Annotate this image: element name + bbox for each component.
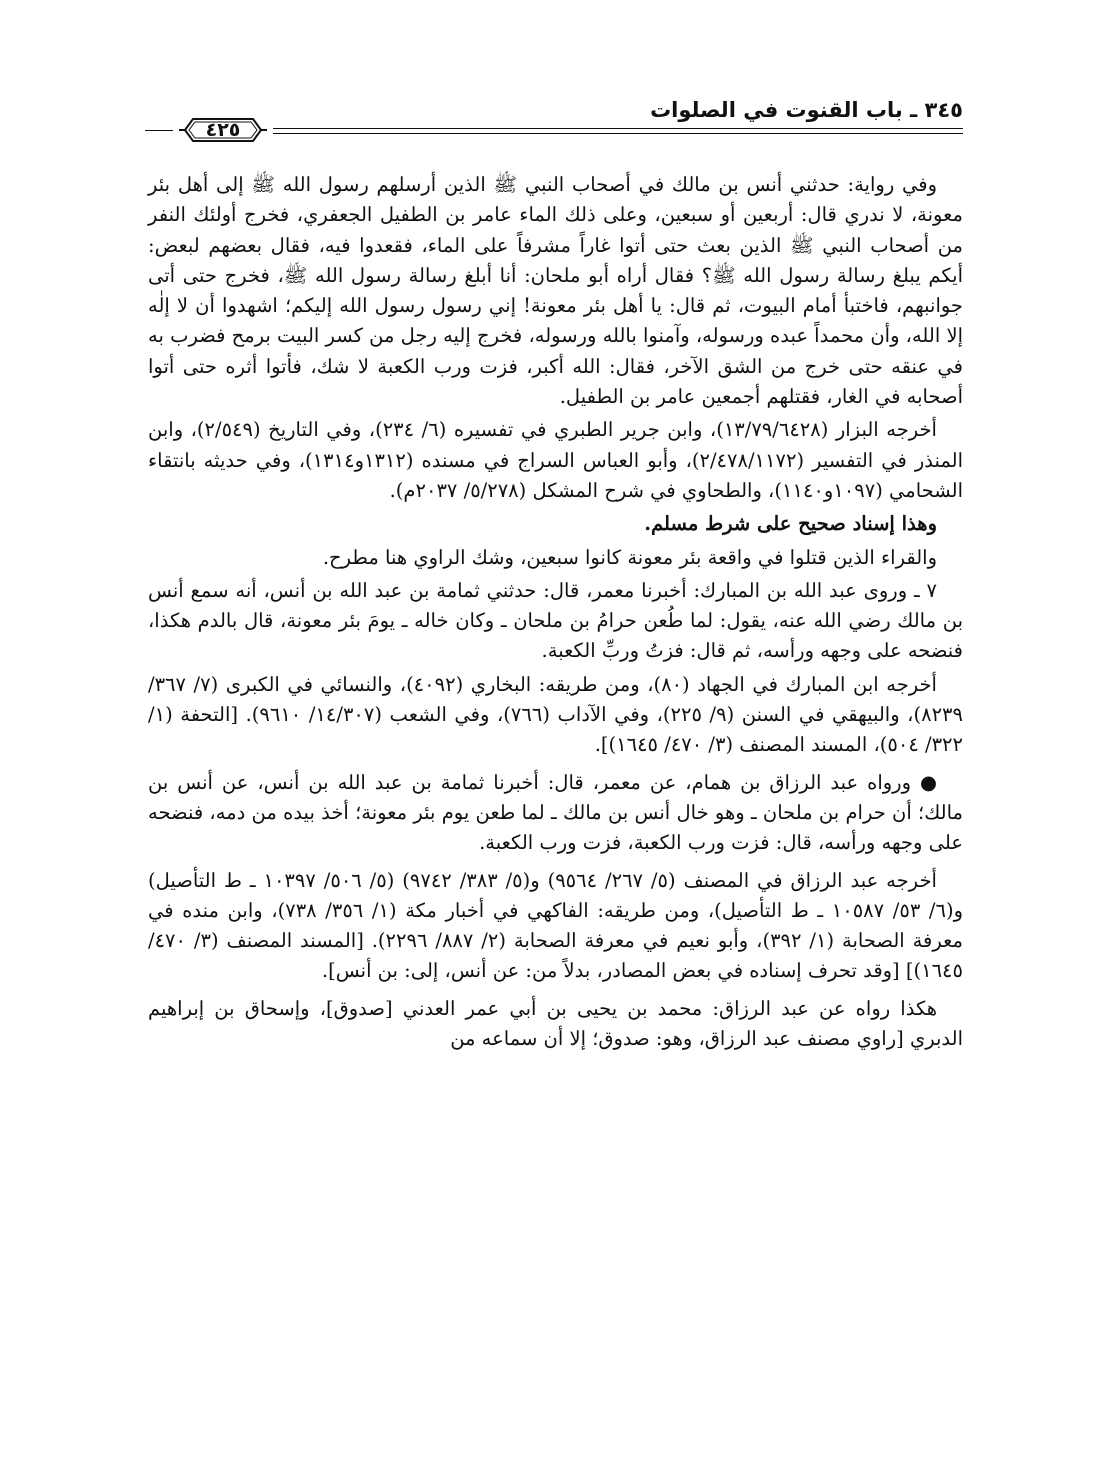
paragraph-takhrij-3: أخرجه عبد الرزاق في المصنف (٥/ ٢٦٧/ ٩٥٦٤) و(٥/ ٣٨٣/ ٩٧٤٢) (٥/ ٥٠٦/ ١٠٣٩٧ ـ ط التأصيل) و(٦/ ٥٣/ ١٠٥٨٧ ـ ط التأصيل)، ومن طريقه: الفاكهي في أخبار مكة (١/ ٣٥٦/ ٧٣٨)، وابن منده في معرفة الصحابة (١/ ٣٩٢)، وأبو نعيم في معرفة الصحابة (٢/ ٨٨٧/ ٢٢٩٦). [المسند المصنف (٣/ ٤٧٠/ ١٦٤٥)] [وقد تحرف إسناده في بعض المصادر، بدلاً من: عن أنس، إلى: بن أنس]. bbox=[148, 868, 964, 983]
paragraph-continuation: هكذا رواه عن عبد الرزاق: محمد بن يحيى بن أبي عمر العدني [صدوق]، وإسحاق بن إبراهيم الدبري [راوي مصنف عبد الرزاق، وهو: صدوق؛ إلا أن سماعه من bbox=[148, 996, 963, 1051]
page-header bbox=[145, 95, 963, 145]
paragraph-takhrij: أخرجه البزار (١٣/٧٩/٦٤٢٨)، وابن جرير الطبري في تفسيره (٦/ ٢٣٤)، وفي التاريخ (٢/٥٤٩)، وابن المنذر في التفسير (٢/٤٧٨/١١٧٢)، وأبو العباس السراج في مسنده (١٣١٢و١٣١٤)، وفي حديثه بانتقاء الشحامي (١٠٩٧و١١٤٠)، والطحاوي في شرح المشكل (٥/٢٧٨/ ٢٠٣٧م). bbox=[148, 418, 963, 502]
paragraph-abd-razzaq: ● ورواه عبد الرزاق بن همام، عن معمر، قال: أخبرنا ثمامة بن عبد الله بن أنس، عن أنس بن مالك؛ أن حرام بن ملحان ـ وهو خال أنس بن مالك ـ لما طعن يوم بئر معونة؛ أخذ بيده من دمه، فنضحه على وجهه ورأسه، قال: فزت ورب الكعبة، فزت ورب الكعبة. bbox=[148, 770, 963, 855]
page-body bbox=[148, 170, 963, 1057]
paragraph-narration: وفي رواية: حدثني أنس بن مالك في أصحاب النبي ﷺ الذين أرسلهم رسول الله ﷺ إلى أهل بئر معونة، لا ندري قال: أربعين أو سبعين، وعلى ذلك الماء عامر بن الطفيل الجعفري، فخرج أولئك النفر من أصحاب النبي ﷺ الذين بعث حتى أتوا غاراً مشرفاً على الماء، فقعدوا فيه، فقال بعضهم لبعض: أيكم يبلغ رسالة رسول الله ﷺ؟ فقال أراه أبو ملحان: أنا أبلغ رسالة رسول الله ﷺ، فخرج حتى أتى جوانبهم، فاختبأ أمام البيوت، ثم قال: يا أهل بئر معونة! إني رسول رسول الله إليكم؛ اشهدوا أن لا إلٰه إلا الله، وأن محمداً عبده ورسوله، وآمنوا بالله ورسوله، فخرج إليه رجل من كسر البيت برمح فضرب به في عنقه حتى خرج من الشق الآخر، فقال: الله أكبر، فزت ورب الكعبة لا شك، فأتوا أثره حتى أتوا أصحابه في الغار، فقتلهم أجمعين عامر بن الطفيل. bbox=[148, 173, 963, 409]
paragraph-grading: وهذا إسناد صحيح على شرط مسلم. bbox=[644, 512, 937, 536]
page-number: ٤٢٥ bbox=[205, 119, 241, 141]
page-number-badge bbox=[177, 115, 269, 145]
chapter-title: ٣٤٥ ـ باب القنوت في الصلوات bbox=[650, 98, 963, 122]
paragraph-takhrij-2: أخرجه ابن المبارك في الجهاد (٨٠)، ومن طريقه: البخاري (٤٠٩٢)، والنسائي في الكبرى (٧/ ٣٦٧/ ٨٢٣٩)، والبيهقي في السنن (٩/ ٢٢٥)، وفي الآداب (٧٦٦)، وفي الشعب (١٤/٣٠٧/ ٩٦١٠). [التحفة (١/ ٣٢٢/ ٥٠٤)، المسند المصنف (٣/ ٤٧٠/ ١٦٤٥)]. bbox=[148, 672, 963, 757]
header-double-rule bbox=[273, 128, 963, 134]
header-rule-left bbox=[145, 130, 173, 131]
paragraph-note: والقراء الذين قتلوا في واقعة بئر معونة كانوا سبعين، وشك الراوي هنا مطرح. bbox=[322, 545, 937, 569]
paragraph-hadith-7: ٧ ـ وروى عبد الله بن المبارك: أخبرنا معمر، قال: حدثني ثمامة بن عبد الله بن أنس، أنه سمع أنس بن مالك رضي الله عنه، يقول: لما طُعن حرامُ بن ملحان ـ وكان خاله ـ يومَ بئر معونة، قال بالدم هكذا، فنضحه على وجهه ورأسه، ثم قال: فزتُ وربِّ الكعبة. bbox=[148, 578, 963, 663]
